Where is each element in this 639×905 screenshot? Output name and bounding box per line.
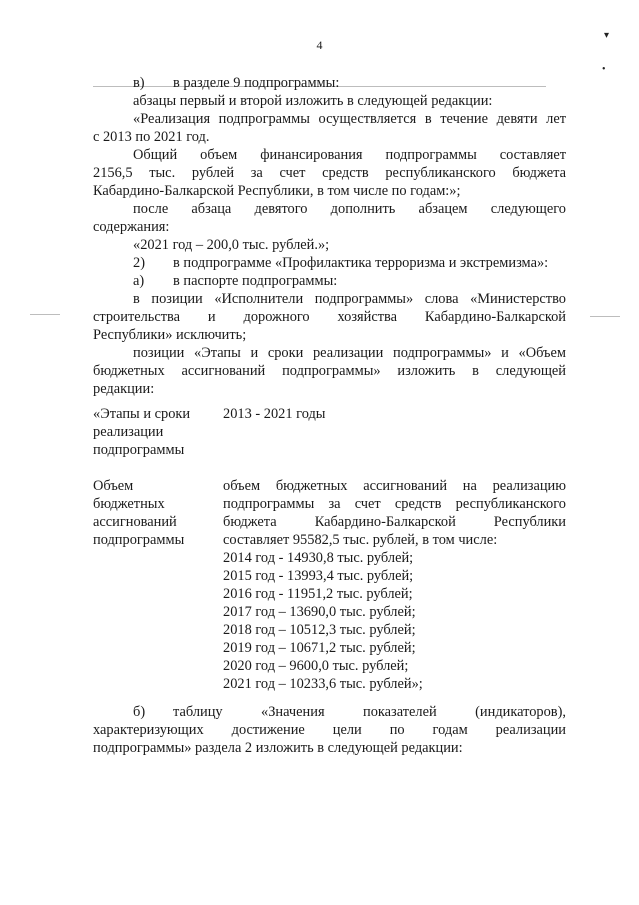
paragraph: редакции: <box>93 381 155 397</box>
year-line: 2016 год - 11951,2 тыс. рублей; <box>223 586 413 602</box>
item-label: б) <box>133 704 146 720</box>
paragraph: бюджетных ассигнований подпрограммы» изложить в следующей <box>93 363 566 379</box>
passport-value: объем бюджетных ассигнований на реализацию подпрограммы за счет средств республиканского бюджета Кабардино-Балкарской Республики составляет 95582,5 тыс. рублей, в том числе: 2014 год - 14930,8 тыс. рублей; 2015 год - 13993,4 тыс. рублей; 2016 год - 11951,2 тыс. рублей; 2017 год – 13690,0 тыс. рублей; 2018 год – 10512,3 тыс. рублей; 2019 год – 10671,2 тыс. рублей; 2020 год – 9600,0 тыс. рублей; 2021 год – 10233,6 тыс. рублей»; <box>223 478 566 692</box>
paragraph: 2156,5 тыс. рублей за счет средств республиканского бюджета <box>93 165 566 181</box>
paragraph: содержания: <box>93 219 170 235</box>
passport-value: 2013 - 2021 годы <box>223 406 326 422</box>
year-line: 2018 год – 10512,3 тыс. рублей; <box>223 622 416 638</box>
year-line: 2017 год – 13690,0 тыс. рублей; <box>223 604 416 620</box>
paragraph: а) в паспорте подпрограммы: <box>133 273 338 289</box>
item-label: 2) <box>133 255 145 271</box>
scan-mark: • <box>602 64 606 75</box>
passport-label: Объем бюджетных ассигнований подпрограммы <box>93 478 185 548</box>
paragraph: строительства и дорожного хозяйства Кабардино-Балкарской <box>93 309 566 325</box>
paragraph: «2021 год – 200,0 тыс. рублей.»; <box>133 237 330 253</box>
passport-label: «Этапы и сроки реализации подпрограммы <box>93 406 191 458</box>
paragraph: позиции «Этапы и сроки реализации подпрограммы» и «Объем <box>133 345 566 361</box>
paragraph: в) в разделе 9 подпрограммы: <box>133 75 340 91</box>
year-line: 2015 год - 13993,4 тыс. рублей; <box>223 568 414 584</box>
item-label: а) <box>133 273 145 289</box>
paragraph: с 2013 по 2021 год. <box>93 129 210 145</box>
paragraph: после абзаца девятого дополнить абзацем следующего <box>133 201 566 217</box>
paragraph: в позиции «Исполнители подпрограммы» слова «Министерство <box>133 291 566 307</box>
page-number: 4 <box>316 38 323 52</box>
scan-line <box>590 316 620 317</box>
paragraph: 2) в подпрограмме «Профилактика терроризма и экстремизма»: <box>133 255 549 271</box>
item-label: в) <box>133 75 145 91</box>
paragraph: б) таблицу «Значения показателей (индикаторов), <box>133 704 566 720</box>
paragraph: абзацы первый и второй изложить в следующей редакции: <box>133 93 493 109</box>
paragraph: характеризующих достижение цели по годам реализации <box>93 722 566 738</box>
year-line: 2020 год – 9600,0 тыс. рублей; <box>223 658 409 674</box>
paragraph: Общий объем финансирования подпрограммы составляет <box>133 147 566 163</box>
year-line: 2021 год – 10233,6 тыс. рублей»; <box>223 676 423 692</box>
amendment-text <box>93 74 566 398</box>
paragraph: Кабардино-Балкарской Республики, в том числе по годам:»; <box>93 183 461 199</box>
paragraph: Республики» исключить; <box>93 327 247 343</box>
paragraph: подпрограммы» раздела 2 изложить в следующей редакции: <box>93 740 463 756</box>
scan-mark: ▾ <box>604 30 610 41</box>
year-line: 2014 год - 14930,8 тыс. рублей; <box>223 550 414 566</box>
scan-line <box>30 314 60 315</box>
year-line: 2019 год – 10671,2 тыс. рублей; <box>223 640 416 656</box>
closing-text <box>93 703 566 757</box>
paragraph: «Реализация подпрограммы осуществляется в течение девяти лет <box>133 111 566 127</box>
